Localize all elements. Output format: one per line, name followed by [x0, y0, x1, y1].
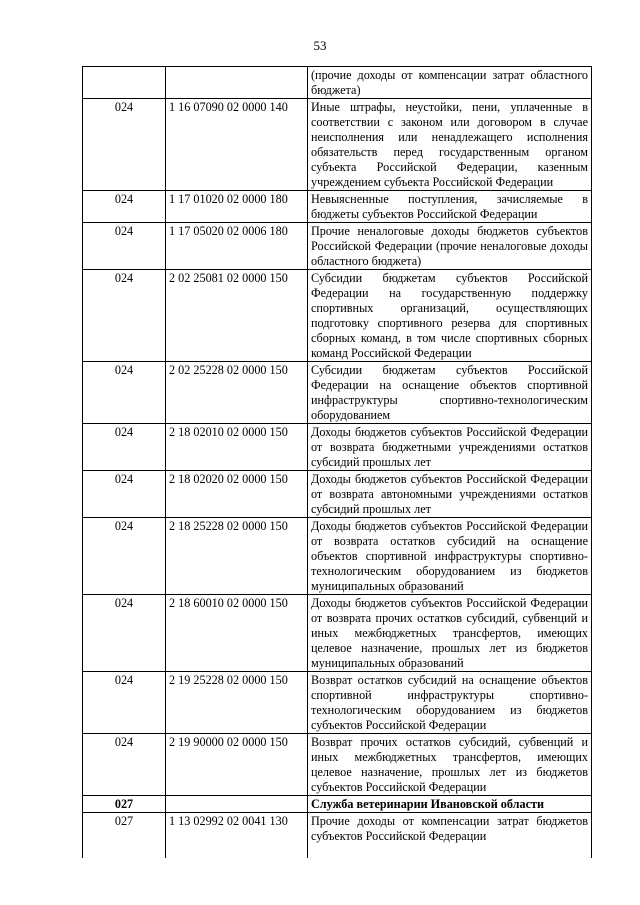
admin-code-cell: 027: [83, 796, 166, 813]
revenue-description-cell: Доходы бюджетов субъектов Российской Федерации от возврата прочих остатков субсидий, субвенций и иных межбюджетных трансфертов, имеющих целевое назначение, прошлых лет из бюджетов муниципальных образований: [308, 595, 592, 672]
table-row: [83, 672, 592, 734]
budget-classification-code-cell: 2 19 90000 02 0000 150: [166, 734, 308, 796]
revenue-description-cell: (прочие доходы от компенсации затрат областного бюджета): [308, 67, 592, 99]
admin-code-cell: 024: [83, 595, 166, 672]
table-row: [83, 424, 592, 471]
budget-classification-code-cell: 2 02 25228 02 0000 150: [166, 362, 308, 424]
admin-code-cell: 024: [83, 99, 166, 191]
table-row: [83, 734, 592, 796]
budget-classification-code-cell: 1 17 01020 02 0000 180: [166, 191, 308, 223]
revenue-description-cell: Доходы бюджетов субъектов Российской Федерации от возврата автономными учреждениями остатков субсидий прошлых лет: [308, 471, 592, 518]
table-row: [83, 270, 592, 362]
revenue-description-cell: Прочие неналоговые доходы бюджетов субъектов Российской Федерации (прочие неналоговые доходы областного бюджета): [308, 223, 592, 270]
revenue-description-cell: Иные штрафы, неустойки, пени, уплаченные в соответствии с законом или договором в случае неисполнения или ненадлежащего исполнения обязательств перед государственным органом субъекта Российской Федерации, казенным учреждением субъекта Российской Федерации: [308, 99, 592, 191]
admin-code-cell: [83, 67, 166, 99]
budget-classification-code-cell: 1 17 05020 02 0006 180: [166, 223, 308, 270]
table-row: [83, 813, 592, 859]
admin-code-cell: 024: [83, 518, 166, 595]
budget-classification-code-cell: 2 02 25081 02 0000 150: [166, 270, 308, 362]
table-body: [83, 67, 592, 859]
budget-classification-code-cell: 2 18 60010 02 0000 150: [166, 595, 308, 672]
table-row: [83, 595, 592, 672]
budget-classification-code-cell: 2 19 25228 02 0000 150: [166, 672, 308, 734]
table-row: [83, 67, 592, 99]
budget-classification-code-cell: 2 18 02020 02 0000 150: [166, 471, 308, 518]
section-header-row: [83, 796, 592, 813]
table-row: [83, 362, 592, 424]
budget-classification-code-cell: [166, 796, 308, 813]
table-row: [83, 191, 592, 223]
revenue-description-cell: Доходы бюджетов субъектов Российской Федерации от возврата остатков субсидий на оснащение объектов спортивной инфраструктуры спортивно-технологическим оборудованием из бюджетов муниципальных образований: [308, 518, 592, 595]
admin-code-cell: 024: [83, 734, 166, 796]
table-row: [83, 518, 592, 595]
admin-code-cell: 024: [83, 223, 166, 270]
revenue-description-cell: Доходы бюджетов субъектов Российской Федерации от возврата бюджетными учреждениями остатков субсидий прошлых лет: [308, 424, 592, 471]
admin-code-cell: 024: [83, 191, 166, 223]
admin-code-cell: 024: [83, 424, 166, 471]
budget-classification-code-cell: 1 16 07090 02 0000 140: [166, 99, 308, 191]
budget-classification-code-cell: 2 18 02010 02 0000 150: [166, 424, 308, 471]
budget-classification-code-cell: 1 13 02992 02 0041 130: [166, 813, 308, 859]
revenue-description-cell: Субсидии бюджетам субъектов Российской Федерации на оснащение объектов спортивной инфраструктуры спортивно-технологическим оборудованием: [308, 362, 592, 424]
revenue-description-cell: Субсидии бюджетам субъектов Российской Федерации на государственную поддержку спортивных организаций, осуществляющих подготовку спортивного резерва для спортивных сборных команд, в том числе спортивных сборных команд Российской Федерации: [308, 270, 592, 362]
page-number: 53: [313, 38, 327, 53]
revenue-description-cell: Возврат прочих остатков субсидий, субвенций и иных межбюджетных трансфертов, имеющих целевое назначение, прошлых лет из бюджетов субъектов Российской Федерации: [308, 734, 592, 796]
revenue-description-cell: Невыясненные поступления, зачисляемые в бюджеты субъектов Российской Федерации: [308, 191, 592, 223]
revenue-description-cell: Прочие доходы от компенсации затрат бюджетов субъектов Российской Федерации: [308, 813, 592, 859]
budget-classification-code-cell: [166, 67, 308, 99]
admin-code-cell: 024: [83, 471, 166, 518]
revenue-description-cell: Служба ветеринарии Ивановской области: [308, 796, 592, 813]
table-row: [83, 223, 592, 270]
admin-code-cell: 024: [83, 672, 166, 734]
admin-code-cell: 027: [83, 813, 166, 859]
admin-code-cell: 024: [83, 270, 166, 362]
revenue-codes-table: [82, 66, 592, 858]
table-row: [83, 99, 592, 191]
revenue-description-cell: Возврат остатков субсидий на оснащение объектов спортивной инфраструктуры спортивно-технологическим оборудованием из бюджетов субъектов Российской Федерации: [308, 672, 592, 734]
budget-classification-code-cell: 2 18 25228 02 0000 150: [166, 518, 308, 595]
admin-code-cell: 024: [83, 362, 166, 424]
table-row: [83, 471, 592, 518]
